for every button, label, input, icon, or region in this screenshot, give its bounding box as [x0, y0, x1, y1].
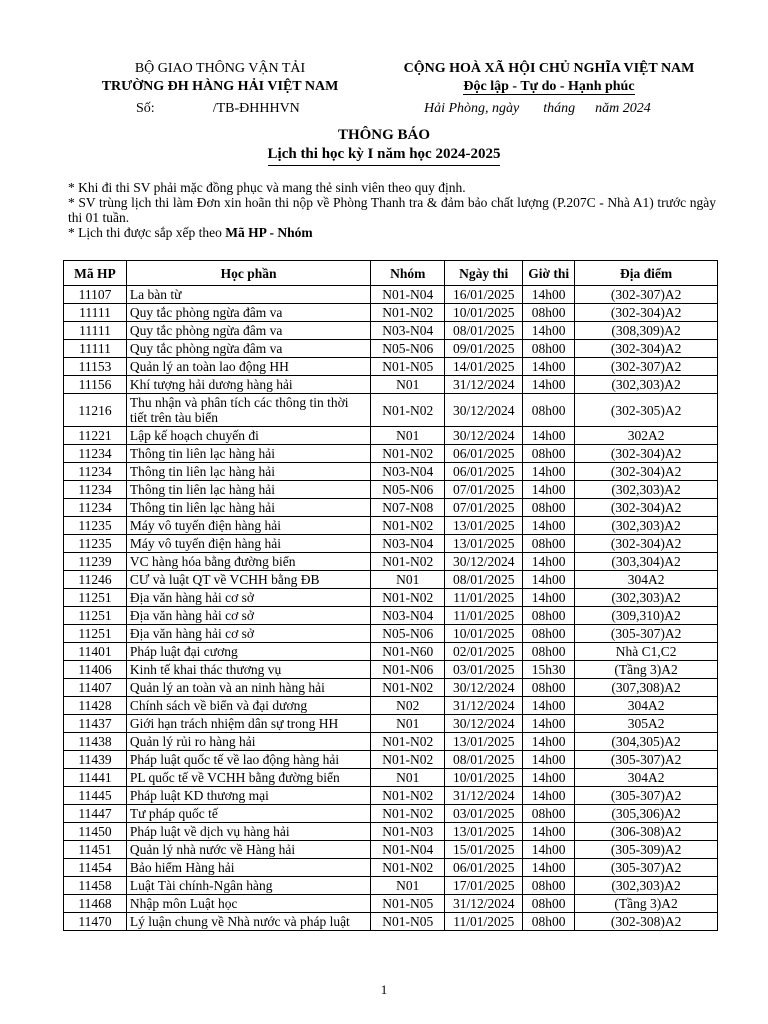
ministry-name: BỘ GIAO THÔNG VẬN TẢI [134, 61, 306, 76]
cell-course-name: Quy tắc phòng ngừa đâm va [126, 322, 370, 340]
cell-exam-date: 07/01/2025 [445, 481, 523, 499]
header-exam-time: Giờ thi [523, 261, 575, 286]
cell-exam-date: 31/12/2024 [445, 376, 523, 394]
cell-course-code: 11458 [64, 877, 127, 895]
cell-exam-time: 08h00 [523, 679, 575, 697]
cell-group: N07-N08 [371, 499, 445, 517]
cell-group: N02 [371, 697, 445, 715]
cell-course-code: 11111 [64, 340, 127, 358]
cell-group: N01-N02 [371, 679, 445, 697]
cell-exam-time: 14h00 [523, 769, 575, 787]
table-row [64, 304, 718, 322]
cell-group: N01-N02 [371, 304, 445, 322]
cell-exam-date: 30/12/2024 [445, 679, 523, 697]
table-row [64, 340, 718, 358]
cell-location: 304A2 [575, 571, 718, 589]
cell-exam-time: 08h00 [523, 535, 575, 553]
cell-exam-time: 08h00 [523, 340, 575, 358]
cell-course-name: Khí tượng hải dương hàng hải [126, 376, 370, 394]
cell-exam-time: 14h00 [523, 427, 575, 445]
cell-group: N01-N02 [371, 517, 445, 535]
cell-group: N01-N04 [371, 286, 445, 304]
cell-exam-time: 08h00 [523, 304, 575, 322]
cell-group: N03-N04 [371, 463, 445, 481]
table-row [64, 322, 718, 340]
cell-exam-time: 08h00 [523, 643, 575, 661]
cell-course-code: 11441 [64, 769, 127, 787]
cell-location: (302-307)A2 [575, 358, 718, 376]
cell-location: (302-305)A2 [575, 394, 718, 427]
cell-course-name: Pháp luật KD thương mại [126, 787, 370, 805]
cell-course-code: 11111 [64, 304, 127, 322]
table-row [64, 661, 718, 679]
cell-course-name: Máy vô tuyến điện hàng hải [126, 535, 370, 553]
header-location: Địa điểm [575, 261, 718, 286]
cell-exam-date: 11/01/2025 [445, 607, 523, 625]
cell-group: N01 [371, 571, 445, 589]
cell-exam-date: 11/01/2025 [445, 589, 523, 607]
cell-location: (305-307)A2 [575, 751, 718, 769]
cell-group: N05-N06 [371, 340, 445, 358]
cell-location: (304,305)A2 [575, 733, 718, 751]
cell-course-name: Giới hạn trách nhiệm dân sự trong HH [126, 715, 370, 733]
cell-location: 304A2 [575, 769, 718, 787]
cell-location: (302,303)A2 [575, 877, 718, 895]
cell-course-name: Thông tin liên lạc hàng hải [126, 481, 370, 499]
table-row [64, 571, 718, 589]
cell-group: N01-N03 [371, 823, 445, 841]
table-row [64, 715, 718, 733]
cell-course-name: Quản lý rủi ro hàng hải [126, 733, 370, 751]
cell-exam-date: 10/01/2025 [445, 769, 523, 787]
cell-location: (309,310)A2 [575, 607, 718, 625]
cell-course-code: 11401 [64, 643, 127, 661]
cell-exam-date: 07/01/2025 [445, 499, 523, 517]
cell-exam-date: 06/01/2025 [445, 463, 523, 481]
cell-group: N01-N02 [371, 787, 445, 805]
issue-date [424, 100, 651, 118]
header-course-name: Học phần [126, 261, 370, 286]
cell-group: N01-N02 [371, 805, 445, 823]
cell-location: (302-304)A2 [575, 445, 718, 463]
cell-exam-date: 30/12/2024 [445, 427, 523, 445]
cell-location: (302-308)A2 [575, 913, 718, 931]
cell-course-name: Quy tắc phòng ngừa đâm va [126, 340, 370, 358]
document-title [0, 126, 768, 166]
issue-date-month: tháng [543, 101, 576, 116]
cell-location: 302A2 [575, 427, 718, 445]
cell-exam-time: 14h00 [523, 715, 575, 733]
note-sort-key: Mã HP - Nhóm [225, 225, 313, 240]
cell-exam-time: 08h00 [523, 805, 575, 823]
table-row [64, 859, 718, 877]
exam-schedule-table [63, 260, 718, 931]
cell-course-name: Địa văn hàng hải cơ sở [126, 607, 370, 625]
table-row [64, 589, 718, 607]
cell-group: N01 [371, 769, 445, 787]
cell-exam-date: 30/12/2024 [445, 715, 523, 733]
cell-course-name: Quản lý an toàn và an ninh hàng hải [126, 679, 370, 697]
table-row [64, 769, 718, 787]
cell-exam-time: 14h00 [523, 553, 575, 571]
cell-location: (302-304)A2 [575, 535, 718, 553]
cell-course-code: 11470 [64, 913, 127, 931]
cell-course-code: 11468 [64, 895, 127, 913]
cell-exam-date: 03/01/2025 [445, 805, 523, 823]
table-row [64, 553, 718, 571]
cell-group: N01-N02 [371, 394, 445, 427]
cell-location: 304A2 [575, 697, 718, 715]
cell-course-code: 11406 [64, 661, 127, 679]
table-row [64, 376, 718, 394]
cell-exam-time: 14h00 [523, 751, 575, 769]
national-motto [380, 78, 718, 96]
cell-course-name: Lập kế hoạch chuyến đi [126, 427, 370, 445]
cell-exam-time: 14h00 [523, 697, 575, 715]
cell-location: (302,303)A2 [575, 589, 718, 607]
cell-exam-time: 08h00 [523, 394, 575, 427]
cell-location: (305,306)A2 [575, 805, 718, 823]
cell-course-code: 11251 [64, 607, 127, 625]
cell-exam-date: 15/01/2025 [445, 841, 523, 859]
cell-exam-date: 08/01/2025 [445, 571, 523, 589]
cell-course-code: 11445 [64, 787, 127, 805]
cell-course-code: 11438 [64, 733, 127, 751]
cell-course-code: 11450 [64, 823, 127, 841]
cell-course-code: 11251 [64, 589, 127, 607]
cell-exam-date: 14/01/2025 [445, 358, 523, 376]
cell-exam-time: 14h00 [523, 589, 575, 607]
cell-group: N01-N06 [371, 661, 445, 679]
cell-exam-date: 11/01/2025 [445, 913, 523, 931]
cell-course-code: 11251 [64, 625, 127, 643]
cell-location: (Tầng 3)A2 [575, 895, 718, 913]
cell-course-name: Tư pháp quốc tế [126, 805, 370, 823]
title-main: THÔNG BÁO [337, 127, 431, 143]
cell-exam-time: 14h00 [523, 823, 575, 841]
issue-date-year: năm 2024 [595, 101, 651, 116]
cell-group: N01-N02 [371, 751, 445, 769]
table-row [64, 877, 718, 895]
table-row [64, 517, 718, 535]
cell-course-name: PL quốc tế về VCHH bằng đường biển [126, 769, 370, 787]
cell-exam-date: 17/01/2025 [445, 877, 523, 895]
cell-group: N01-N05 [371, 913, 445, 931]
document-number [136, 100, 300, 118]
cell-exam-time: 08h00 [523, 499, 575, 517]
cell-course-name: VC hàng hóa bằng đường biển [126, 553, 370, 571]
title-subtitle: Lịch thi học kỳ I năm học 2024-2025 [268, 145, 501, 166]
cell-exam-date: 10/01/2025 [445, 304, 523, 322]
cell-location: (302-307)A2 [575, 286, 718, 304]
cell-course-code: 11234 [64, 481, 127, 499]
cell-exam-time: 14h00 [523, 517, 575, 535]
table-row [64, 445, 718, 463]
cell-course-name: Luật Tài chính-Ngân hàng [126, 877, 370, 895]
cell-exam-time: 14h00 [523, 841, 575, 859]
cell-group: N03-N04 [371, 535, 445, 553]
cell-course-name: Nhập môn Luật học [126, 895, 370, 913]
table-row [64, 643, 718, 661]
cell-course-name: Kinh tế khai thác thương vụ [126, 661, 370, 679]
table-row [64, 481, 718, 499]
cell-exam-date: 08/01/2025 [445, 322, 523, 340]
cell-group: N05-N06 [371, 625, 445, 643]
table-row [64, 751, 718, 769]
cell-course-name: Pháp luật về dịch vụ hàng hải [126, 823, 370, 841]
cell-exam-date: 08/01/2025 [445, 751, 523, 769]
cell-exam-time: 08h00 [523, 625, 575, 643]
cell-location: (305-307)A2 [575, 625, 718, 643]
note-sort-prefix: * Lịch thi được sắp xếp theo [68, 225, 226, 240]
cell-group: N01-N02 [371, 445, 445, 463]
cell-course-code: 11239 [64, 553, 127, 571]
cell-exam-time: 14h00 [523, 358, 575, 376]
table-row [64, 499, 718, 517]
cell-location: (302-304)A2 [575, 499, 718, 517]
notes-section [68, 180, 716, 240]
cell-course-code: 11447 [64, 805, 127, 823]
cell-location: (307,308)A2 [575, 679, 718, 697]
cell-location: (305-307)A2 [575, 859, 718, 877]
cell-location: (305-307)A2 [575, 787, 718, 805]
table-row [64, 427, 718, 445]
header-course-code: Mã HP [64, 261, 127, 286]
table-row [64, 394, 718, 427]
table-row [64, 463, 718, 481]
cell-group: N01 [371, 376, 445, 394]
table-row [64, 358, 718, 376]
cell-location: (308,309)A2 [575, 322, 718, 340]
cell-exam-time: 14h00 [523, 376, 575, 394]
document-number-code: /TB-ĐHHHVN [212, 101, 300, 116]
cell-group: N01-N60 [371, 643, 445, 661]
cell-course-code: 11216 [64, 394, 127, 427]
cell-exam-date: 30/12/2024 [445, 553, 523, 571]
cell-course-code: 11454 [64, 859, 127, 877]
cell-course-code: 11235 [64, 535, 127, 553]
cell-exam-time: 14h00 [523, 463, 575, 481]
header-group: Nhóm [371, 261, 445, 286]
cell-exam-date: 13/01/2025 [445, 733, 523, 751]
cell-exam-date: 06/01/2025 [445, 859, 523, 877]
cell-group: N01-N02 [371, 733, 445, 751]
cell-group: N01-N04 [371, 841, 445, 859]
cell-course-name: Địa văn hàng hải cơ sở [126, 589, 370, 607]
table-row [64, 697, 718, 715]
cell-exam-time: 08h00 [523, 445, 575, 463]
cell-group: N03-N04 [371, 607, 445, 625]
cell-exam-date: 09/01/2025 [445, 340, 523, 358]
cell-course-name: Thông tin liên lạc hàng hải [126, 499, 370, 517]
table-row [64, 787, 718, 805]
cell-exam-time: 08h00 [523, 607, 575, 625]
cell-course-name: CƯ và luật QT về VCHH bằng ĐB [126, 571, 370, 589]
cell-course-code: 11437 [64, 715, 127, 733]
cell-exam-date: 02/01/2025 [445, 643, 523, 661]
cell-location: (302-304)A2 [575, 304, 718, 322]
cell-location: (303,304)A2 [575, 553, 718, 571]
cell-location: (306-308)A2 [575, 823, 718, 841]
cell-location: (305-309)A2 [575, 841, 718, 859]
table-row [64, 805, 718, 823]
cell-location: (302,303)A2 [575, 481, 718, 499]
cell-exam-time: 15h30 [523, 661, 575, 679]
cell-course-name: Pháp luật quốc tế về lao động hàng hải [126, 751, 370, 769]
cell-exam-date: 03/01/2025 [445, 661, 523, 679]
cell-course-code: 11428 [64, 697, 127, 715]
table-row [64, 913, 718, 931]
cell-location: 305A2 [575, 715, 718, 733]
cell-location: (302-304)A2 [575, 340, 718, 358]
cell-group: N01-N02 [371, 553, 445, 571]
table-row [64, 286, 718, 304]
cell-course-code: 11221 [64, 427, 127, 445]
cell-course-name: Quy tắc phòng ngừa đâm va [126, 304, 370, 322]
header-exam-date: Ngày thi [445, 261, 523, 286]
cell-group: N01 [371, 427, 445, 445]
cell-course-name: Lý luận chung về Nhà nước và pháp luật [126, 913, 370, 931]
national-motto-text: Độc lập - Tự do - Hạnh phúc [463, 79, 635, 94]
cell-course-code: 11111 [64, 322, 127, 340]
cell-course-code: 11407 [64, 679, 127, 697]
table-row [64, 895, 718, 913]
page-number: 1 [380, 982, 388, 997]
cell-exam-time: 08h00 [523, 913, 575, 931]
cell-group: N01-N05 [371, 895, 445, 913]
cell-exam-time: 14h00 [523, 322, 575, 340]
cell-group: N01-N05 [371, 358, 445, 376]
cell-course-code: 11234 [64, 445, 127, 463]
table-row [64, 733, 718, 751]
table-header-row [64, 261, 718, 286]
cell-course-code: 11234 [64, 499, 127, 517]
cell-course-name: Máy vô tuyến điện hàng hải [126, 517, 370, 535]
table-row [64, 841, 718, 859]
cell-group: N01 [371, 715, 445, 733]
cell-course-name: Quản lý nhà nước về Hàng hải [126, 841, 370, 859]
cell-exam-date: 16/01/2025 [445, 286, 523, 304]
cell-course-name: Quản lý an toàn lao động HH [126, 358, 370, 376]
note-sort-order [68, 225, 716, 240]
cell-course-name: Chính sách về biển và đại dương [126, 697, 370, 715]
table-row [64, 607, 718, 625]
cell-group: N01-N02 [371, 589, 445, 607]
note-postpone: * SV trùng lịch thi làm Đơn xin hoãn thi nộp về Phòng Thanh tra & đảm bảo chất lượng (P.207C - Nhà A1) trước ngày thi 01 tuần. [68, 195, 716, 225]
cell-course-name: Địa văn hàng hải cơ sở [126, 625, 370, 643]
cell-exam-date: 13/01/2025 [445, 823, 523, 841]
cell-exam-date: 10/01/2025 [445, 625, 523, 643]
note-uniform: * Khi đi thi SV phải mặc đồng phục và mang thẻ sinh viên theo quy định. [68, 180, 466, 195]
cell-course-code: 11156 [64, 376, 127, 394]
cell-course-name: Thông tin liên lạc hàng hải [126, 445, 370, 463]
document-number-label: Số: [136, 101, 155, 116]
cell-exam-time: 14h00 [523, 787, 575, 805]
cell-course-name: Thu nhận và phân tích các thông tin thời tiết trên tàu biển [126, 394, 370, 427]
cell-exam-time: 14h00 [523, 733, 575, 751]
cell-location: Nhà C1,C2 [575, 643, 718, 661]
cell-exam-time: 08h00 [523, 877, 575, 895]
cell-exam-date: 31/12/2024 [445, 895, 523, 913]
cell-exam-time: 14h00 [523, 286, 575, 304]
table-body [64, 286, 718, 931]
cell-course-code: 11451 [64, 841, 127, 859]
table-row [64, 535, 718, 553]
table-row [64, 625, 718, 643]
cell-course-name: Bảo hiểm Hàng hải [126, 859, 370, 877]
national-title: CỘNG HOÀ XÃ HỘI CHỦ NGHĨA VIỆT NAM [403, 61, 695, 76]
cell-exam-time: 08h00 [523, 895, 575, 913]
cell-location: (302-304)A2 [575, 463, 718, 481]
cell-exam-date: 30/12/2024 [445, 394, 523, 427]
cell-exam-date: 13/01/2025 [445, 535, 523, 553]
cell-exam-time: 14h00 [523, 571, 575, 589]
table-row [64, 679, 718, 697]
cell-group: N03-N04 [371, 322, 445, 340]
cell-course-name: Thông tin liên lạc hàng hải [126, 463, 370, 481]
cell-course-code: 11153 [64, 358, 127, 376]
cell-exam-date: 31/12/2024 [445, 787, 523, 805]
issue-date-place: Hải Phòng, ngày [424, 101, 520, 116]
cell-course-code: 11439 [64, 751, 127, 769]
cell-course-code: 11234 [64, 463, 127, 481]
cell-location: (302,303)A2 [575, 517, 718, 535]
cell-group: N01 [371, 877, 445, 895]
cell-exam-date: 06/01/2025 [445, 445, 523, 463]
cell-exam-time: 14h00 [523, 859, 575, 877]
cell-course-code: 11246 [64, 571, 127, 589]
cell-course-code: 11107 [64, 286, 127, 304]
table-row [64, 823, 718, 841]
cell-course-name: Pháp luật đại cương [126, 643, 370, 661]
cell-location: (Tầng 3)A2 [575, 661, 718, 679]
cell-location: (302,303)A2 [575, 376, 718, 394]
cell-group: N01-N02 [371, 859, 445, 877]
cell-course-code: 11235 [64, 517, 127, 535]
cell-exam-date: 31/12/2024 [445, 697, 523, 715]
cell-exam-date: 13/01/2025 [445, 517, 523, 535]
cell-course-name: La bàn từ [126, 286, 370, 304]
cell-group: N05-N06 [371, 481, 445, 499]
university-name: TRƯỜNG ĐH HÀNG HẢI VIỆT NAM [101, 79, 339, 94]
cell-exam-time: 14h00 [523, 481, 575, 499]
